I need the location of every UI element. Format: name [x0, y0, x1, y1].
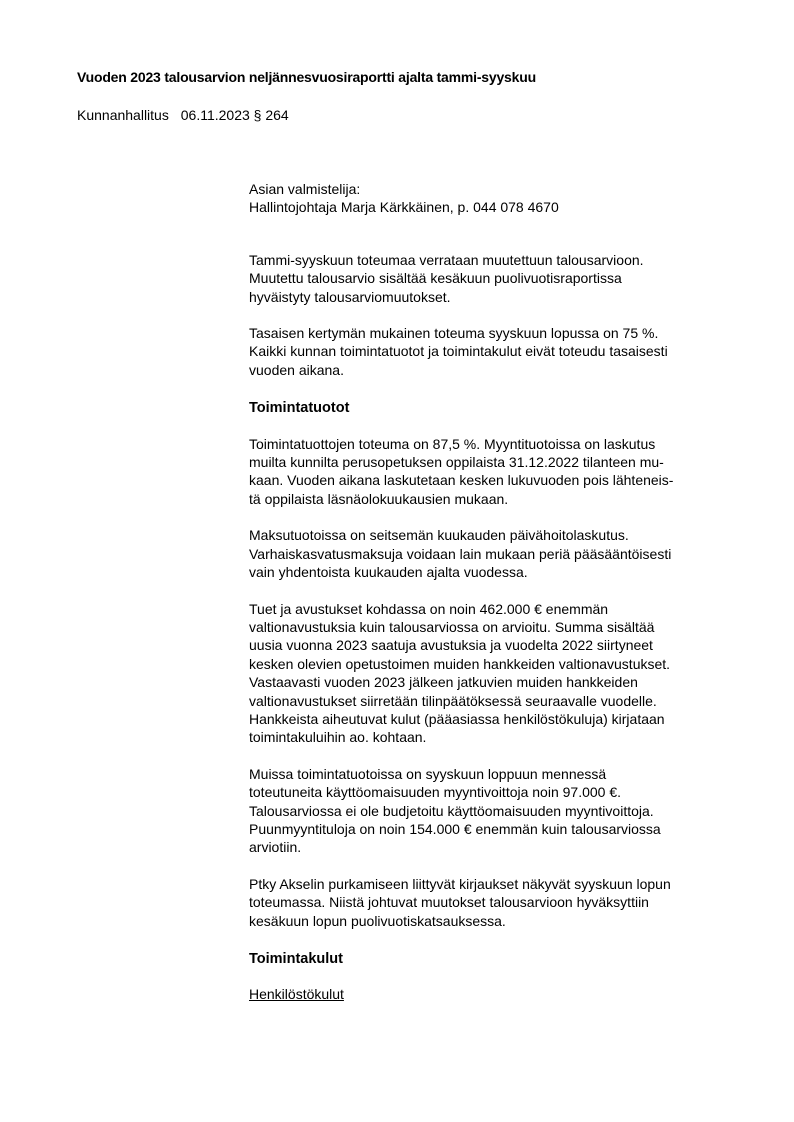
paragraph-intro: Tammi-syyskuun toteumaa verrataan muutettuun talousarvioon. Muutettu talousarvio sisältää kesäkuun puolivuotisraportissa hyväistyty talousarviomuutokset.: [249, 251, 644, 305]
paragraph-income-sales: Toimintatuottojen toteuma on 87,5 %. Myyntituotoissa on laskutus muilta kunnilta perusopetuksen oppilaista 31.12.2022 tilanteen mu- kaan. Vuoden aikana laskutetaan kesken lukuvuoden pois lähteneis- tä oppilaista läsnäolokuukausien mukaan.: [249, 435, 674, 507]
meeting-reference: [77, 107, 289, 123]
section-heading-toimintakulut: Toimintakulut: [249, 951, 343, 967]
section-heading-toimintatuotot: Toimintatuotot: [249, 400, 350, 417]
document-body: [249, 180, 749, 1004]
paragraph-income-other: Muissa toimintatuotoissa on syyskuun loppuun mennessä toteutuneita käyttöomaisuuden myyntivoittoja noin 97.000 €. Talousarviossa ei ole budjetoitu käyttöomaisuuden myyntivoittoja. Puunmyyntituloja on noin 154.000 € enemmän kuin talousarviossa arviotiin.: [249, 765, 661, 856]
paragraph-accrual: Tasaisen kertymän mukainen toteuma syyskuun lopussa on 75 %. Kaikki kunnan toimintatuotot ja toimintakulut eivät toteudu tasaisesti vuoden aikana.: [249, 325, 668, 378]
meeting-date-section: 06.11.2023 § 264: [180, 107, 289, 123]
document-title: Vuoden 2023 talousarvion neljännesvuosiraportti ajalta tammi-syyskuu: [77, 69, 536, 85]
paragraph-income-akseli: Ptky Akselin purkamiseen liittyvät kirjaukset näkyvät syyskuun lopun toteumassa. Niistä johtuvat muutokset talousarvioon hyväksyttiin kesäkuun lopun puolivuotiskatsauksessa.: [249, 875, 671, 929]
subheading-henkilostokulut: Henkilöstökulut: [249, 986, 344, 1003]
paragraph-income-fees: Maksutuotoissa on seitsemän kuukauden päivähoitolaskutus. Varhaiskasvatusmaksuja voidaan lain mukaan periä pääsääntöisesti vain yhdentoista kuukauden ajalta vuodessa.: [249, 527, 672, 581]
preparer-label: Asian valmistelija:: [249, 181, 361, 197]
paragraph-income-grants: Tuet ja avustukset kohdassa on noin 462.000 € enemmän valtionavustuksia kuin talousarviossa on arvioitu. Summa sisältää uusia vuonna 2023 saatuja avustuksia ja vuodelta 2022 siirtyneet kesken olevien opetustoimen muiden hankkeiden valtionavustukset. Vastaavasti vuoden 2023 jälkeen jatkuvien muiden hankkeiden valtionavustukset siirretään tilinpäätöksessä seuraavalle vuodelle. Hankkeista aiheutuvat kulut (pääasiassa henkilöstökuluja) kirjataan toimintakuluihin ao. kohtaan.: [249, 600, 671, 746]
meeting-body: Kunnanhallitus: [77, 107, 169, 123]
preparer-name: Hallintojohtaja Marja Kärkkäinen, p. 044 078 4670: [249, 199, 559, 216]
